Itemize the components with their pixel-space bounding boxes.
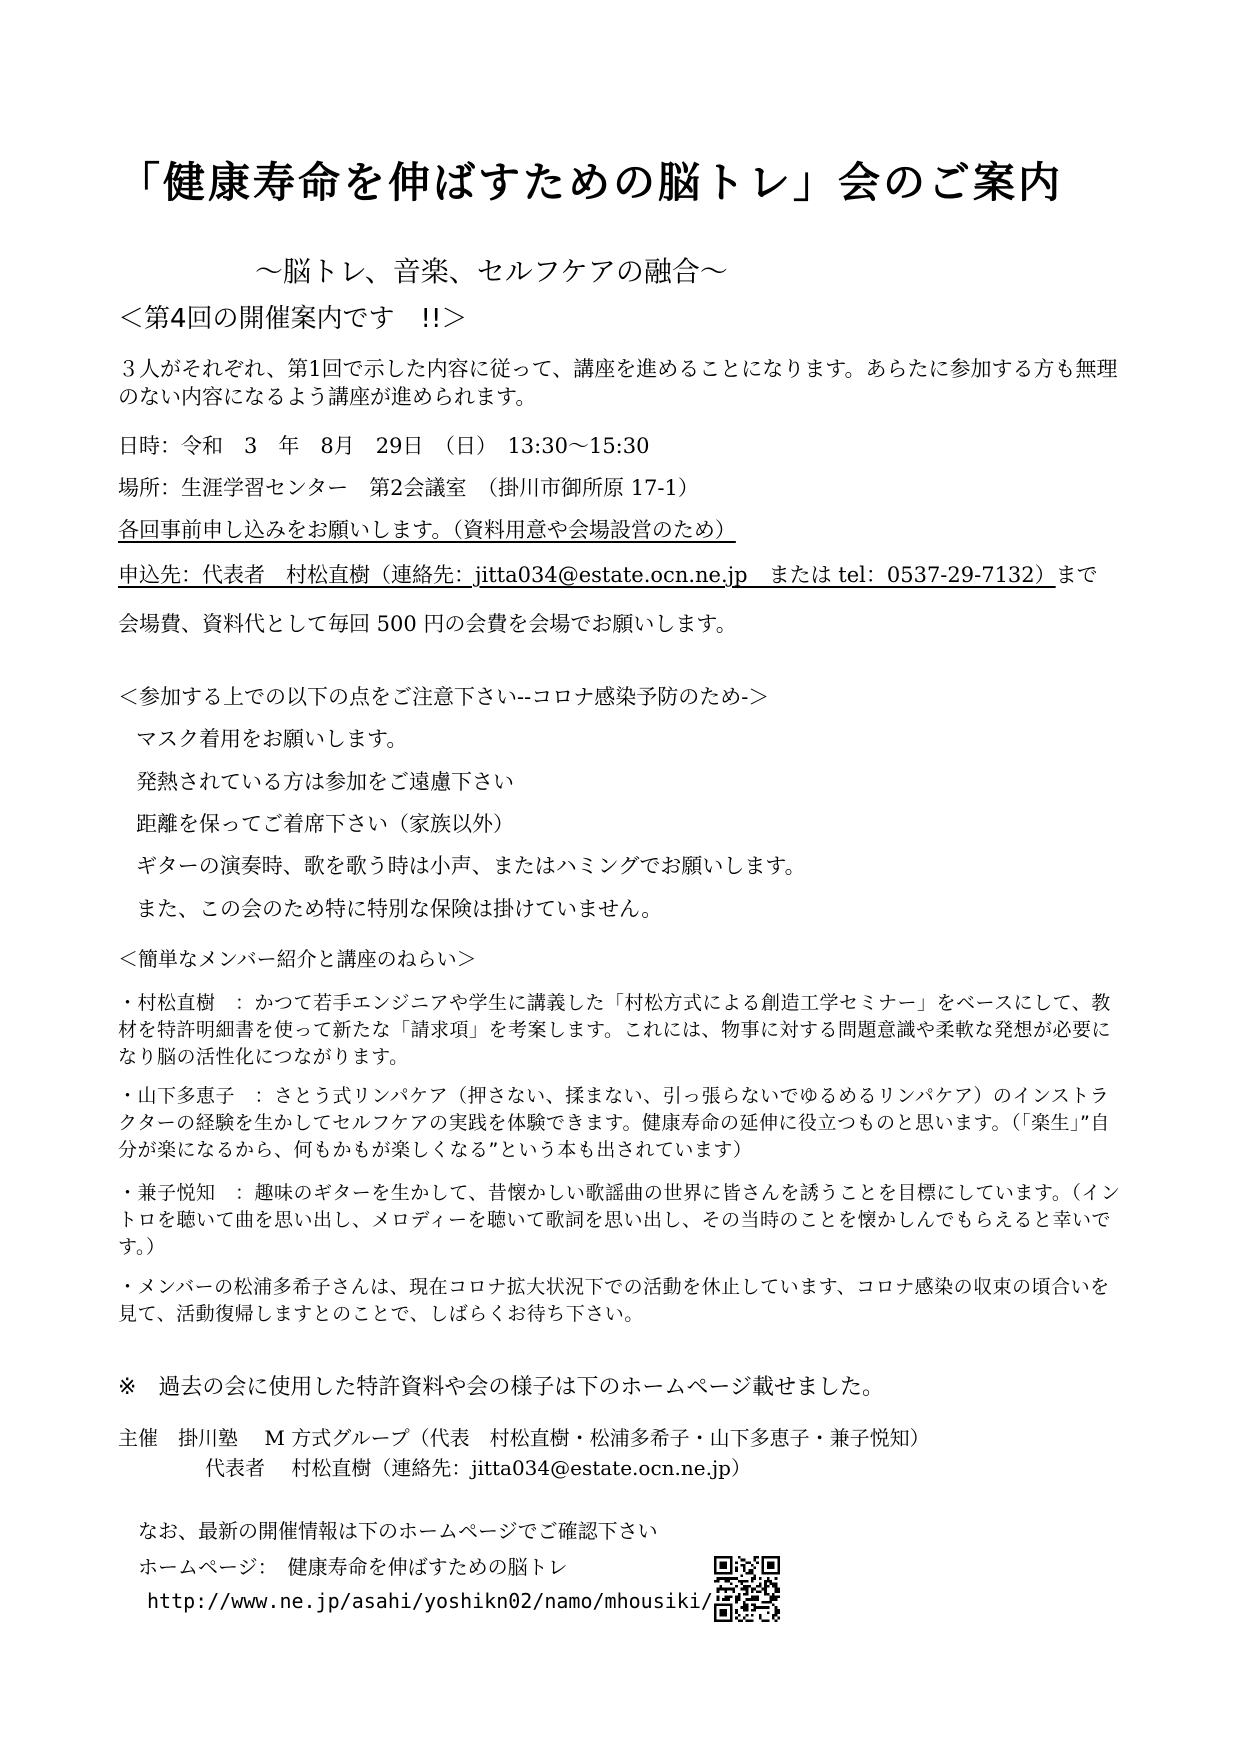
document-title: 「健康寿命を伸ばすための脳トレ」会のご案内 [118,158,1064,207]
homepage-url[interactable]: http://www.ne.jp/asahi/yoshikn02/namo/mhousiki/ [147,1589,713,1613]
event-venue: 場所：生涯学習センター 第2会議室 （掛川市御所原 17-1） [118,476,699,500]
qr-code-icon[interactable] [714,1556,780,1622]
contact-info: 申込先：代表者 村松直樹（連絡先：jitta034@estate.ocn.ne.jp または tel：0537-29-7132） [118,563,1056,587]
contact-line [118,559,1098,589]
precaution-item: 距離を保ってご着席下さい（家族以外） [136,812,514,836]
organizer-line: 主催 掛川塾 M 方式グループ（代表 村松直樹・松浦多希子・山下多恵子・兼子悦知） [118,1426,930,1450]
contact-suffix: まで [1055,563,1098,587]
member-intro: ・兼子悦知 ：趣味のギターを生かして、昔懐かしい歌謡曲の世界に皆さんを誘うことを目標にしています。（イントロを聴いて曲を思い出し、メロディーを聴いて歌詞を思い出し、その当時のことを懐かしんでもらえると幸いです。） [118,1182,1121,1258]
members-heading: ＜簡単なメンバー紹介と講座のねらい＞ [118,947,477,971]
event-datetime: 日時：令和 3 年 8月 29日 （日） 13:30〜15:30 [118,434,650,458]
member-intro: ・山下多恵子 ：さとう式リンパケア（押さない、揉まない、引っ張らないでゆるめるリンパケア）のインストラクターの経験を生かしてセルフケアの実践を体験できます。健康寿命の延伸に役立つものと思います。（「楽生」”自分が楽になるから、何もかもが楽しくなる”という本も出されています） [118,1085,1110,1161]
precaution-item: ギターの演奏時、歌を歌う時は小声、またはハミングでお願いします。 [136,854,806,878]
intro-paragraph: ３人がそれぞれ、第1回で示した内容に従って、講座を進めることになります。あらたに参加する方も無理のない内容になるよう講座が進められます。 [118,357,1118,409]
document-subtitle: 〜脳トレ、音楽、セルフケアの融合〜 [255,255,728,288]
footer-homepage: ホームページ： 健康寿命を伸ばすための脳トレ [138,1555,568,1579]
member-intro: ・メンバーの松浦多希子さんは、現在コロナ拡大状況下での活動を休止しています、コロナ感染の収束の頃合いを見て、活動復帰しますとのことで、しばらくお待ち下さい。 [118,1276,1110,1325]
fee-note: 会場費、資料代として毎回 500 円の会費を会場でお願いします。 [118,612,737,636]
precaution-item: 発熱されている方は参加をご遠慮下さい [136,770,514,794]
precaution-item: また、この会のため特に特別な保険は掛けていません。 [136,897,663,921]
footer-info: なお、最新の開催情報は下のホームページでご確認下さい [138,1519,658,1543]
member-intro: ・村松直樹 ：かつて若手エンジニアや学生に講義した「村松方式による創造工学セミナー」をベースにして、教材を特許明細書を使って新たな「請求項」を考案します。これには、物事に対する問題意識や柔軟な発想が必要になり脳の活性化につながります。 [118,992,1111,1068]
registration-request: 各回事前申し込みをお願いします。（資料用意や会場設営のため） [118,518,736,542]
precautions-heading: ＜参加する上での以下の点をご注意下さい--コロナ感染予防のため-＞ [118,685,770,709]
homepage-note: ※ 過去の会に使用した特許資料や会の様子は下のホームページ載せました。 [118,1375,884,1400]
session-notice: ＜第4回の開催案内です !!＞ [118,304,468,334]
representative-line: 代表者 村松直樹（連絡先：jitta034@estate.ocn.ne.jp） [205,1456,751,1480]
precaution-item: マスク着用をお願いします。 [136,727,408,751]
